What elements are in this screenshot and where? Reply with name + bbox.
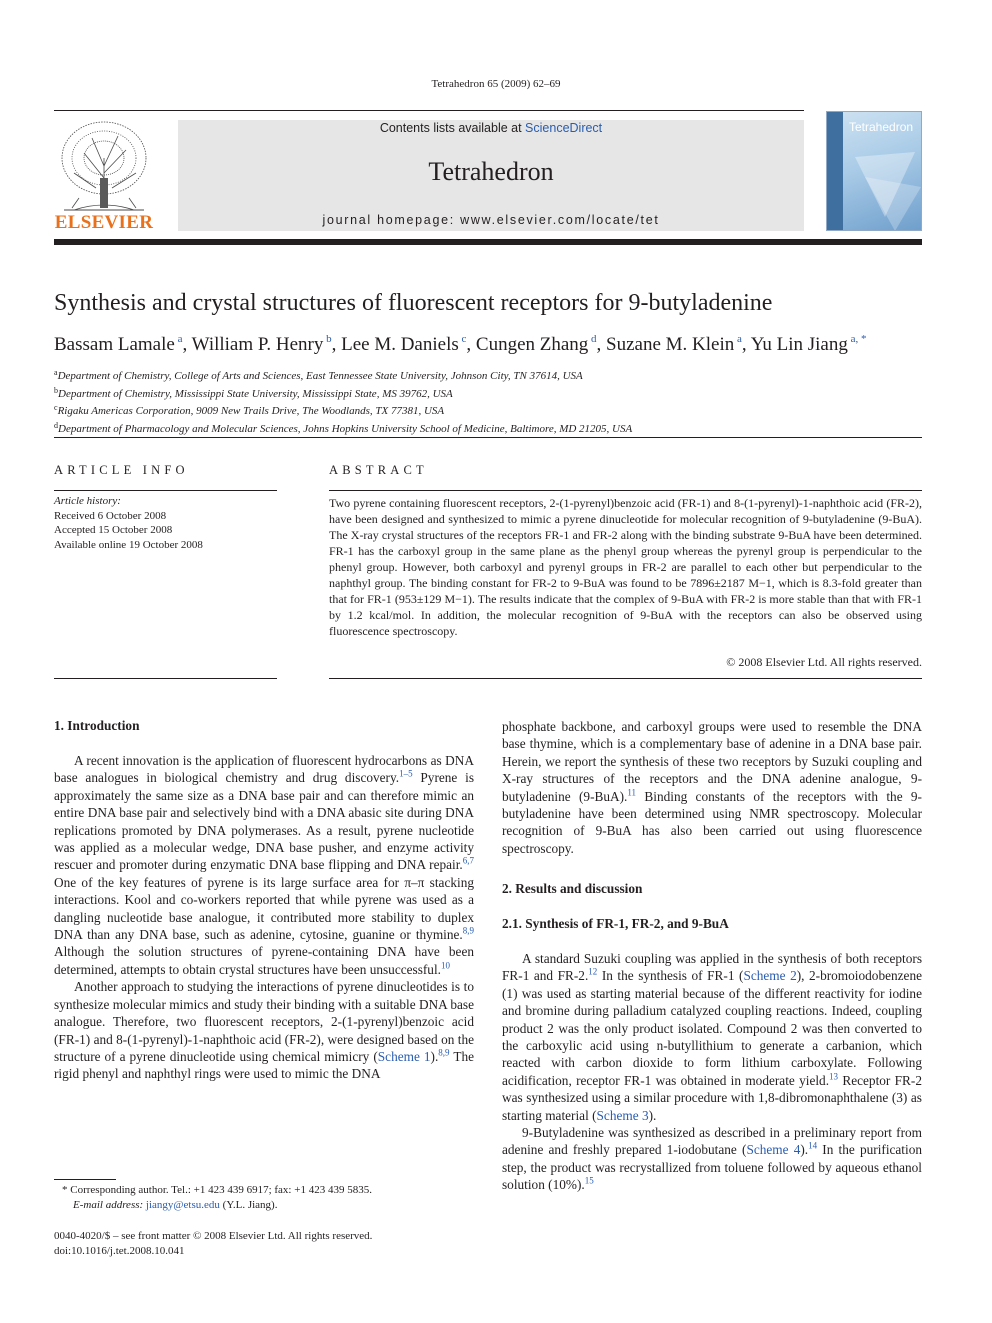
journal-cover-image: [826, 111, 922, 231]
article-title: Synthesis and crystal structures of fluorescent receptors for 9-butyladenine: [54, 290, 773, 316]
corresponding-contact: * Corresponding author. Tel.: +1 423 439 6917; fax: +1 423 439 5835.: [62, 1184, 372, 1196]
author-name: Bassam Lamale: [54, 334, 175, 355]
author-name: Cungen Zhang: [475, 334, 589, 355]
abstract-text: Two pyrene containing fluorescent receptors, 2-(1-pyrenyl)benzoic acid (FR-1) and 8-(1-pyrenyl)-1-naphthoic acid (FR-2), have been designed and synthesized to mimic a pyrene dinucleotide for molecular recognition of 9-butyladenine (9-BuA). The X-ray crystal structures of the receptors FR-1 and FR-2 along with the binding substrate 9-BuA have been determined. FR-1 has the carboxyl group in the same plane as the phenyl group whereas the pyrenyl group is perpendicular to the phenyl group. However, both carboxyl and pyrenyl groups in FR-2 are parallel to each other but perpendicular to the naphthyl group. The binding constant for FR-2 to 9-BuA was found to be 7896±2187 M−1, which is 8.3-fold greater than that for FR-1 (953±129 M−1). The results indicate that the complex of 9-BuA with FR-2 is more stable than that with FR-1 by 1.2 kcal/mol. In addition, the molecular recognition of 9-BuA with the receptors can also be observed using fluorescence spectroscopy.: [329, 496, 922, 638]
synthesis-paragraph-2: 9-Butyladenine was synthesized as described in a preliminary report from adenine and freshly prepared 1-iodobutane (Scheme 4).$^{14}$ In the purification step, the product was recrystallized from toluene followed by aqueous ethanol solution (10%).$^{15}$: [502, 1125, 922, 1193]
affiliation-item: [54, 401, 934, 419]
email-label: E-mail address:: [73, 1199, 144, 1211]
scheme-link[interactable]: Scheme 4: [746, 1142, 801, 1158]
citation-link[interactable]: 12: [588, 966, 598, 977]
history-label: Article history:: [54, 495, 121, 507]
author-affiliation-mark[interactable]: b: [323, 333, 332, 345]
author-affiliation-mark[interactable]: a: [734, 333, 742, 345]
article-history: [54, 494, 277, 552]
author-affiliation-mark[interactable]: a: [174, 333, 183, 345]
affiliation-key: c: [54, 403, 58, 412]
citation-link[interactable]: 8,9: [462, 925, 474, 936]
intro-paragraph-3: phosphate backbone, and carboxyl groups were used to resemble the DNA base thymine, which is a complementary base of adenine in a DNA base pair. Herein, we report the synthesis of these two receptors by Suzuki coupling and X-ray structures of the receptors and the DNA adenine analogue, 9-butyladenine (9-BuA).$^{11}$ Binding constants of the receptors with the 9-butyladenine have been determined using NMR spectroscopy. Molecular recognition of 9-BuA has also been carried out using fluorescence spectroscopy.: [502, 719, 922, 856]
author-affiliation-mark[interactable]: c: [458, 333, 467, 345]
author-affiliation-mark[interactable]: d: [588, 333, 597, 345]
journal-reference: Tetrahedron 65 (2009) 62–69: [431, 78, 561, 90]
cover-title: Tetrahedron: [849, 120, 914, 134]
citation-link[interactable]: 14: [808, 1141, 818, 1152]
citation-link[interactable]: 6,7: [462, 856, 474, 867]
abstract-bottom-rule: [329, 678, 922, 679]
author-name: William P. Henry: [191, 334, 324, 355]
affiliation-item: [54, 384, 934, 402]
right-column-top: [502, 718, 922, 857]
section-1-heading: 1. Introduction: [54, 718, 140, 733]
author-name: Lee M. Daniels: [341, 334, 459, 355]
title-block-rule: [54, 437, 922, 438]
abstract-heading: ABSTRACT: [329, 463, 428, 477]
author-list: Bassam Lamale $^a$, William P. Henry $^b$, Lee M. Daniels $^c$, Cungen Zhang $^d$, Suzane M. Klein $^a$, Yu Lin Jiang $^{a, *}$: [54, 333, 867, 355]
citation-link[interactable]: 8,9: [438, 1047, 450, 1058]
online-date: Available online 19 October 2008: [54, 538, 203, 551]
synthesis-paragraph-1: A standard Suzuki coupling was applied in the synthesis of both receptors FR-1 and FR-2.12 In the synthesis of FR-1 (Scheme 2), 2-bromoiodobenzene (1) was used as starting material because of the different reactivity for iodine and bromine during palladium catalyzed coupling reactions. Indeed, coupling product 2 was the only product isolated. Compound 2 was then converted to the carboxylic acid using n-butyllithium to generate a carbanion, which reacted with carbon dioxide to form lithium carboxylate. Following acidification, receptor FR-1 was obtained in moderate yield.$^{13}$ Receptor FR-2 was synthesized using a similar procedure with 1,8-dibromonaphthalene (3) as starting material (Scheme 3).: [502, 951, 922, 1123]
citation-link[interactable]: 1–5: [399, 768, 413, 779]
citation-link[interactable]: 11: [627, 787, 637, 798]
email-line: [62, 1198, 482, 1213]
contents-availability: [178, 121, 804, 135]
right-column-bottom: [502, 950, 922, 1194]
citation-link[interactable]: 15: [584, 1175, 594, 1186]
affiliation-text: Department of Pharmacology and Molecular Sciences, Johns Hopkins University School of Medicine, Baltimore, MD 21205, USA: [58, 422, 633, 435]
header-rule: [54, 110, 804, 111]
abstract-copyright: © 2008 Elsevier Ltd. All rights reserved.: [726, 655, 922, 669]
author-name: Yu Lin Jiang: [750, 334, 848, 355]
affiliation-list: [54, 366, 934, 436]
affiliation-key: b: [54, 385, 58, 395]
section-2-heading: 2. Results and discussion: [502, 881, 643, 896]
affiliation-item: [54, 366, 934, 384]
issn-line: 0040-4020/$ – see front matter © 2008 Elsevier Ltd. All rights reserved.: [54, 1230, 373, 1242]
intro-paragraph-2: Another approach to studying the interactions of pyrene dinucleotides is to synthesize molecular mimics and study their binding with a suitable DNA base analogue. Therefore, two fluorescent receptors, 2-(1-pyrenyl)benzoic acid (FR-1) and 8-(1-pyrenyl)-1-naphthoic acid (FR-2), were designed based on the structure of a pyrene dinucleotide using chemical mimicry (Scheme 1).$^{8,9}$ The rigid phenyl and naphthyl rings were used to mimic the DNA: [54, 979, 474, 1082]
doi-line[interactable]: doi:10.1016/j.tet.2008.10.041: [54, 1244, 185, 1257]
email-suffix: (Y.L. Jiang).: [222, 1199, 278, 1211]
scheme-link[interactable]: Scheme 1: [377, 1048, 431, 1064]
abstract-rule: [329, 490, 922, 491]
received-date: Received 6 October 2008: [54, 509, 167, 522]
author-name: Suzane M. Klein: [606, 334, 735, 355]
elsevier-wordmark: ELSEVIER: [54, 212, 154, 233]
affiliation-item: [54, 419, 934, 437]
scheme-link[interactable]: Scheme 2: [743, 968, 797, 984]
intro-paragraph-1: A recent innovation is the application of fluorescent hydrocarbons as DNA base analogues in biological chemistry and drug discovery.$^{1-5}$ Pyrene is approximately the same size as a DNA base pair and can therefore mimic an entire DNA base pair and selectively bind with a DNA abasic site during DNA replications promoted by DNA polymerases. As a result, pyrene nucleotide was applied as a molecular wedge, DNA base pusher, and enzyme activity rescuer and promoter during enzymatic DNA base flipping and DNA repair.$^{6,7}$ One of the key features of pyrene is its large surface area for π–π stacking interactions. Kool and co-workers reported that while pyrene was used as a dangling nucleotide base analogue, it contributed more stability to duplex DNA than any DNA base, such as adenine, cytosine, guanine or thymine.$^{8,9}$ Although the solution structures of pyrene-containing DNA have been determined, attempts to obtain crystal structures have been unsuccessful.$^{10}$: [54, 753, 474, 977]
affiliation-key: a: [54, 368, 58, 377]
cover-artwork: [845, 147, 921, 231]
author-affiliation-mark[interactable]: a, *: [847, 333, 867, 345]
article-info-heading: ARTICLE INFO: [54, 463, 189, 477]
journal-title: Tetrahedron: [428, 157, 554, 186]
header-thick-rule: [54, 239, 922, 245]
accepted-date: Accepted 15 October 2008: [54, 524, 173, 537]
contents-prefix: Contents lists available at: [379, 121, 526, 135]
citation-link[interactable]: 10: [440, 960, 450, 971]
scheme-link[interactable]: Scheme 3: [596, 1107, 649, 1123]
affiliation-text: Rigaku Americas Corporation, 9009 New Trails Drive, The Woodlands, TX 77381, USA: [57, 405, 445, 417]
article-info-bottom-rule: [54, 678, 277, 679]
corresponding-author-footnote: [62, 1183, 482, 1213]
cover-stripe: [827, 112, 843, 231]
footnote-rule: [54, 1179, 116, 1180]
affiliation-text: Department of Chemistry, College of Arts and Sciences, East Tennessee State University, Johnson City, TN 37614, USA: [57, 370, 583, 382]
sciencedirect-link[interactable]: ScienceDirect: [525, 121, 603, 135]
section-2-1-heading: 2.1. Synthesis of FR-1, FR-2, and 9-BuA: [502, 916, 729, 931]
issn-block: [54, 1229, 474, 1258]
citation-link[interactable]: 13: [829, 1071, 839, 1082]
journal-homepage-link[interactable]: journal homepage: www.elsevier.com/locate/tet: [322, 213, 660, 227]
email-link[interactable]: jiangy@etsu.edu: [145, 1199, 220, 1211]
left-column: [54, 752, 474, 1083]
affiliation-text: Department of Chemistry, Mississippi State University, Mississippi State, MS 39762, USA: [58, 387, 453, 400]
affiliation-key: d: [54, 420, 58, 430]
article-info-rule: [54, 490, 277, 491]
